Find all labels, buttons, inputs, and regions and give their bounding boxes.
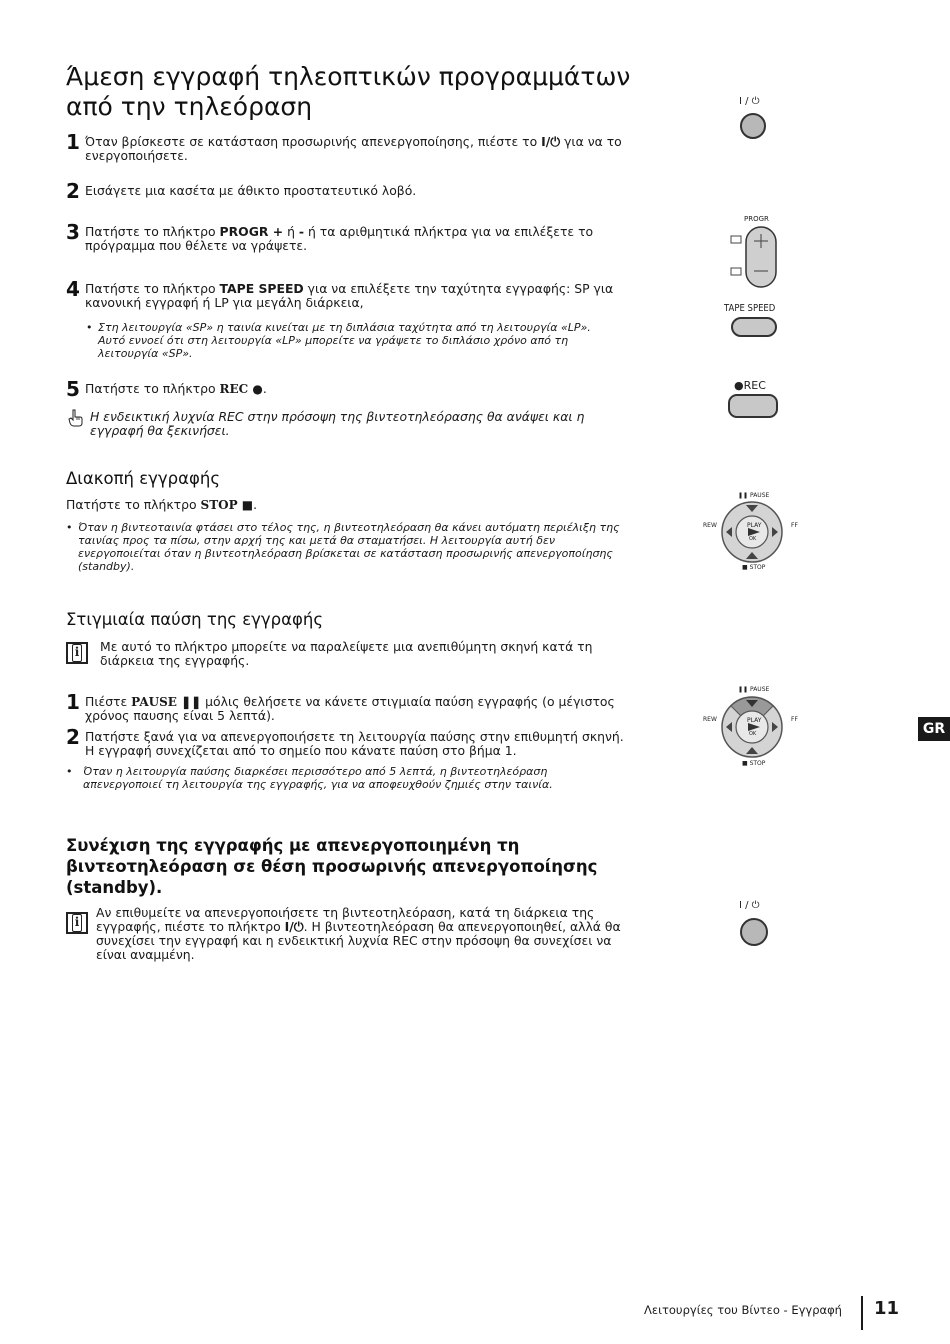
tape-speed-button-icon	[730, 316, 780, 340]
stop-instruction: Πατήστε το πλήκτρο STOP ■.	[66, 497, 258, 512]
page-number: 11	[874, 1298, 900, 1319]
stop-label: ■ STOP	[742, 760, 766, 767]
step-5-hint: Η ενδεικτική λυχνία REC στην πρόσοψη της βιντεοτηλεόρασης θα ανάψει και η εγγραφή θα ξεκινήσει.	[90, 409, 585, 438]
step-number: 2	[66, 725, 80, 749]
stop-key-label: STOP ■	[200, 498, 254, 512]
power-label: I / ⏻	[739, 900, 760, 911]
step-text: Πατήστε το πλήκτρο PROGR + ή - ή τα αριθμητικά πλήκτρα για να επιλέξετε το πρόγραμμα που θέλετε να γράψετε.	[85, 224, 594, 253]
tape-speed-illustration	[722, 303, 784, 339]
play-label: PLAY	[747, 717, 762, 724]
power-key-label: I/⏻	[541, 134, 561, 149]
info-icon: i	[66, 642, 88, 664]
step-5	[66, 377, 626, 401]
pause-step-1	[66, 690, 626, 723]
rew-label: REW	[703, 716, 717, 723]
pause-label: ❚❚ PAUSE	[738, 686, 770, 693]
rew-label: REW	[703, 522, 717, 529]
progr-rocker-icon	[728, 224, 788, 290]
pause-key-label: PAUSE ❚❚	[131, 695, 202, 709]
step-text: Πατήστε το πλήκτρο TAPE SPEED για να επιλέξετε την ταχύτητα εγγραφής: SP για κανονική εγγραφή ή LP για μεγάλη διάρκεια,	[85, 281, 614, 310]
step-1	[66, 130, 626, 163]
power-button-icon	[738, 916, 770, 948]
step-4	[66, 277, 626, 310]
stop-label: ■ STOP	[742, 564, 766, 571]
progr-label: PROGR	[744, 215, 769, 223]
power-button-illustration	[728, 96, 778, 146]
tape-speed-key-label: TAPE SPEED	[219, 281, 304, 296]
step-number: 2	[66, 179, 80, 203]
step-number: 5	[66, 377, 80, 401]
step-2	[66, 179, 626, 203]
rec-label: ●REC	[734, 379, 766, 392]
ok-label: OK	[749, 731, 757, 737]
stop-note: • Όταν η βιντεοταινία φτάσει στο τέλος της, η βιντεοτηλεόραση θα κάνει αυτόματη περιέλιξη της ταινίας προς τα πίσω, στην αρχή της και μετά θα σταματήσει. Η λειτουργία αυτή δεν ενεργοποιείται όταν η βιντεοτηλεόραση βρίσκεται σε κατάσταση προσωρινής απενεργοποίησης (standby).	[66, 521, 620, 573]
footer-section-name: Λειτουργίες του Βίντεο - Εγγραφή	[644, 1303, 842, 1317]
pointing-hand-icon	[68, 409, 84, 427]
footer-divider	[861, 1296, 863, 1330]
step-text: Πατήστε το πλήκτρο REC ●.	[85, 381, 267, 396]
pause-step-2	[66, 725, 628, 758]
progr-minus-key-label: -	[298, 224, 305, 239]
transport-controls-illustration-pause	[700, 686, 804, 766]
step-text: Εισάγετε μια κασέτα με άθικτο προστατευτικό λοβό.	[85, 183, 417, 198]
ok-label: OK	[749, 536, 757, 542]
power-label: I / ⏻	[739, 96, 760, 107]
info-icon: i	[66, 912, 88, 934]
transport-wheel-icon	[718, 693, 786, 761]
rec-key-label: REC ●	[219, 382, 263, 396]
play-label: PLAY	[747, 522, 762, 529]
rec-button-icon	[726, 392, 782, 420]
power-key-label: I/⏻	[284, 919, 304, 934]
progr-plus-key-label: PROGR +	[219, 224, 284, 239]
power-button-icon	[738, 111, 768, 141]
standby-info-text: Αν επιθυμείτε να απενεργοποιήσετε τη βιντεοτηλεόραση, κατά τη διάρκεια της εγγραφής, πιέστε το πλήκτρο I/⏻. Η βιντεοτηλεόραση θα απενεργοποιηθεί, αλλά θα συνεχίσει την εγγραφή και η ενδεικτική λυχνία REC στην πρόσοψη θα συνεχίσει να είναι αναμμένη.	[96, 905, 621, 962]
power-button-illustration-standby	[728, 900, 778, 950]
progr-buttons-illustration	[728, 216, 788, 290]
transport-wheel-icon	[718, 499, 786, 565]
step-4-note: • Στη λειτουργία «SP» η ταινία κινείται με τη διπλάσια ταχύτητα από τη λειτουργία «LP». Αυτό εννοεί ότι στη λειτουργία «LP» μπορείτε να γράψετε το διπλάσιο χρόνο από τη λειτουργία «SP».	[86, 321, 591, 360]
ff-label: FF	[791, 522, 798, 529]
step-3	[66, 220, 626, 253]
pause-label: ❚❚ PAUSE	[738, 492, 770, 499]
tape-speed-label: TAPE SPEED	[724, 303, 776, 314]
step-text: Όταν βρίσκεστε σε κατάσταση προσωρινής απενεργοποίησης, πιέστε το I/⏻ για να το ενεργοποιήσετε.	[85, 134, 622, 163]
step-number: 1	[66, 690, 80, 714]
pause-note: • Όταν η λειτουργία παύσης διαρκέσει περισσότερο από 5 λεπτά, η βιντεοτηλεόραση απενεργοποιεί τη λειτουργία της εγγραφής, για να αποφευχθούν ζημιές στην ταινία.	[66, 765, 553, 791]
transport-controls-illustration	[700, 492, 804, 572]
page-title: Άμεση εγγραφή τηλεοπτικών προγραμμάτων από την τηλεόραση	[66, 62, 631, 121]
rec-illustration	[726, 380, 782, 420]
step-text: Πιέστε PAUSE ❚❚ μόλις θελήσετε να κάνετε στιγμιαία παύση εγγραφής (ο μέγιστος χρόνος παυσης είναι 5 λεπτά).	[85, 694, 615, 723]
pause-info-text: Με αυτό το πλήκτρο μπορείτε να παραλείψετε μια ανεπιθύμητη σκηνή κατά τη διάρκεια της εγγραφής.	[100, 639, 593, 668]
pause-section-title: Στιγμιαία παύση της εγγραφής	[66, 610, 324, 629]
step-number: 1	[66, 130, 80, 154]
stop-section-title: Διακοπή εγγραφής	[66, 469, 221, 488]
standby-section-title: Συνέχιση της εγγραφής με απενεργοποιημένη τη βιντεοτηλεόραση σε θέση προσωρινής απενεργοποίησης (standby).	[66, 836, 598, 897]
ff-label: FF	[791, 716, 798, 723]
step-text: Πατήστε ξανά για να απενεργοποιήσετε τη λειτουργία παύσης στην επιθυμητή σκηνή. Η εγγραφή συνεχίζεται από το σημείο που κάνατε παύση στο βήμα 1.	[85, 729, 624, 758]
step-number: 4	[66, 277, 80, 301]
language-tab: GR	[918, 717, 950, 741]
step-number: 3	[66, 220, 80, 244]
